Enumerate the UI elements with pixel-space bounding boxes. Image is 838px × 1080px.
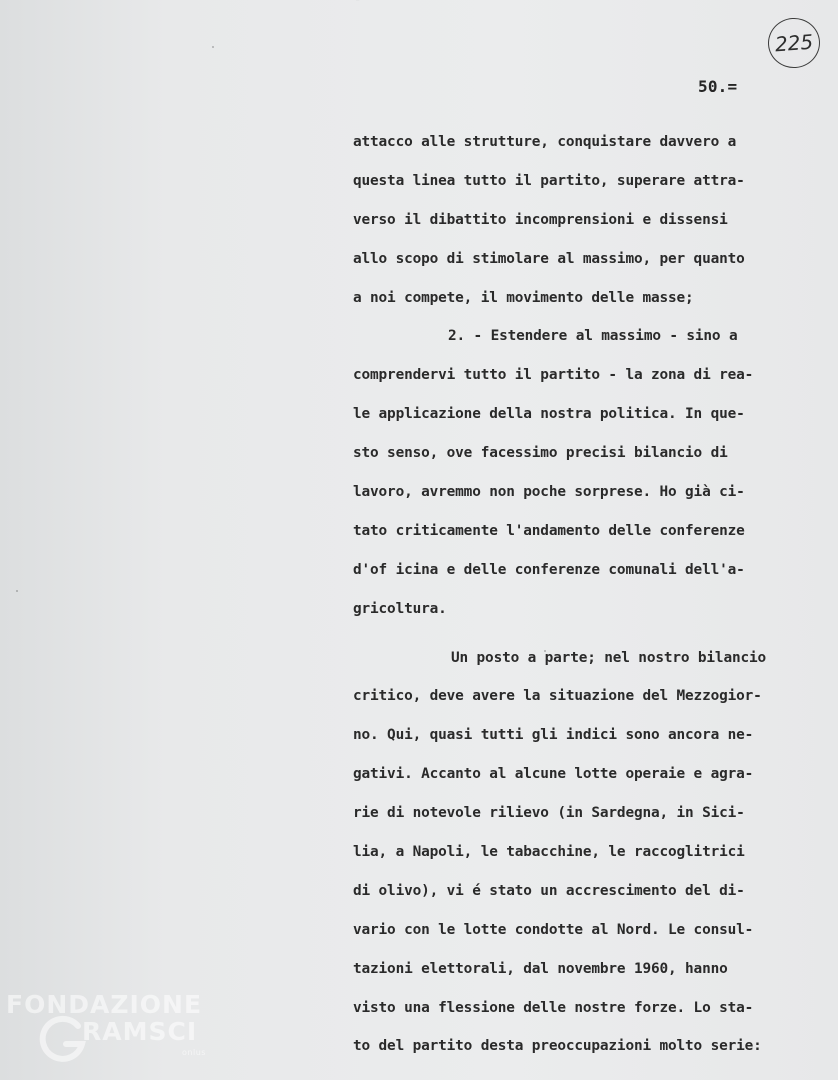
- text-line: gricoltura.: [353, 600, 447, 617]
- text-line: attacco alle strutture, conquistare davvero a: [353, 134, 737, 150]
- text-line: allo scopo di stimolare al massimo, per quanto: [353, 250, 745, 267]
- paper-speck: [212, 46, 214, 48]
- text-line: vario con le lotte condotte al Nord. Le consul-: [353, 921, 754, 938]
- text-line: visto una flessione delle nostre forze. Lo sta-: [353, 999, 754, 1016]
- logo-line-1: FONDAZIONE: [6, 990, 203, 1019]
- text-line: sto senso, ove facessimo precisi bilancio di: [353, 445, 728, 462]
- text-line: Un posto a parte; nel nostro bilancio: [451, 649, 767, 666]
- text-line: questa linea tutto il partito, superare attra-: [353, 172, 745, 189]
- text-line: le applicazione della nostra politica. In que-: [353, 406, 745, 423]
- archive-number-stamp: 225: [766, 16, 821, 70]
- text-line: no. Qui, quasi tutti gli indici sono ancora ne-: [353, 727, 754, 744]
- text-line: a noi compete, il movimento delle masse;: [353, 289, 694, 306]
- text-line: lavoro, avremmo non poche sorprese. Ho già ci-: [353, 484, 745, 501]
- typed-text-body: [353, 123, 823, 1066]
- paper-speck: [544, 650, 546, 652]
- text-line: comprendervi tutto il partito - la zona di rea-: [353, 367, 754, 384]
- text-line: lia, a Napoli, le tabacchine, le raccoglitrici: [353, 844, 745, 861]
- text-line: tato criticamente l'andamento delle conferenze: [353, 522, 745, 539]
- text-line: critico, deve avere la situazione del Mezzogior-: [353, 688, 762, 705]
- text-line: tazioni elettorali, dal novembre 1960, hanno: [353, 960, 728, 977]
- text-line: gativi. Accanto al alcune lotte operaie e agra-: [353, 766, 754, 783]
- text-line: 2. - Estendere al massimo - sino a: [448, 328, 738, 345]
- page-number: 50.=: [698, 77, 738, 96]
- text-line: d'of icina e delle conferenze comunali dell'a-: [353, 561, 745, 578]
- text-line: di olivo), vi é stato un accrescimento del di-: [353, 882, 745, 899]
- text-line: rie di notevole rilievo (in Sardegna, in Sici-: [353, 805, 745, 822]
- text-line: to del partito desta preoccupazioni molto serie:: [353, 1038, 762, 1055]
- text-line: verso il dibattito incomprensioni e dissensi: [353, 211, 728, 228]
- logo-line-2: RAMSCI: [82, 1017, 198, 1046]
- logo-subtitle: onlus: [182, 1048, 206, 1057]
- fondazione-gramsci-logo: [6, 990, 216, 1070]
- paper-speck: [16, 590, 18, 592]
